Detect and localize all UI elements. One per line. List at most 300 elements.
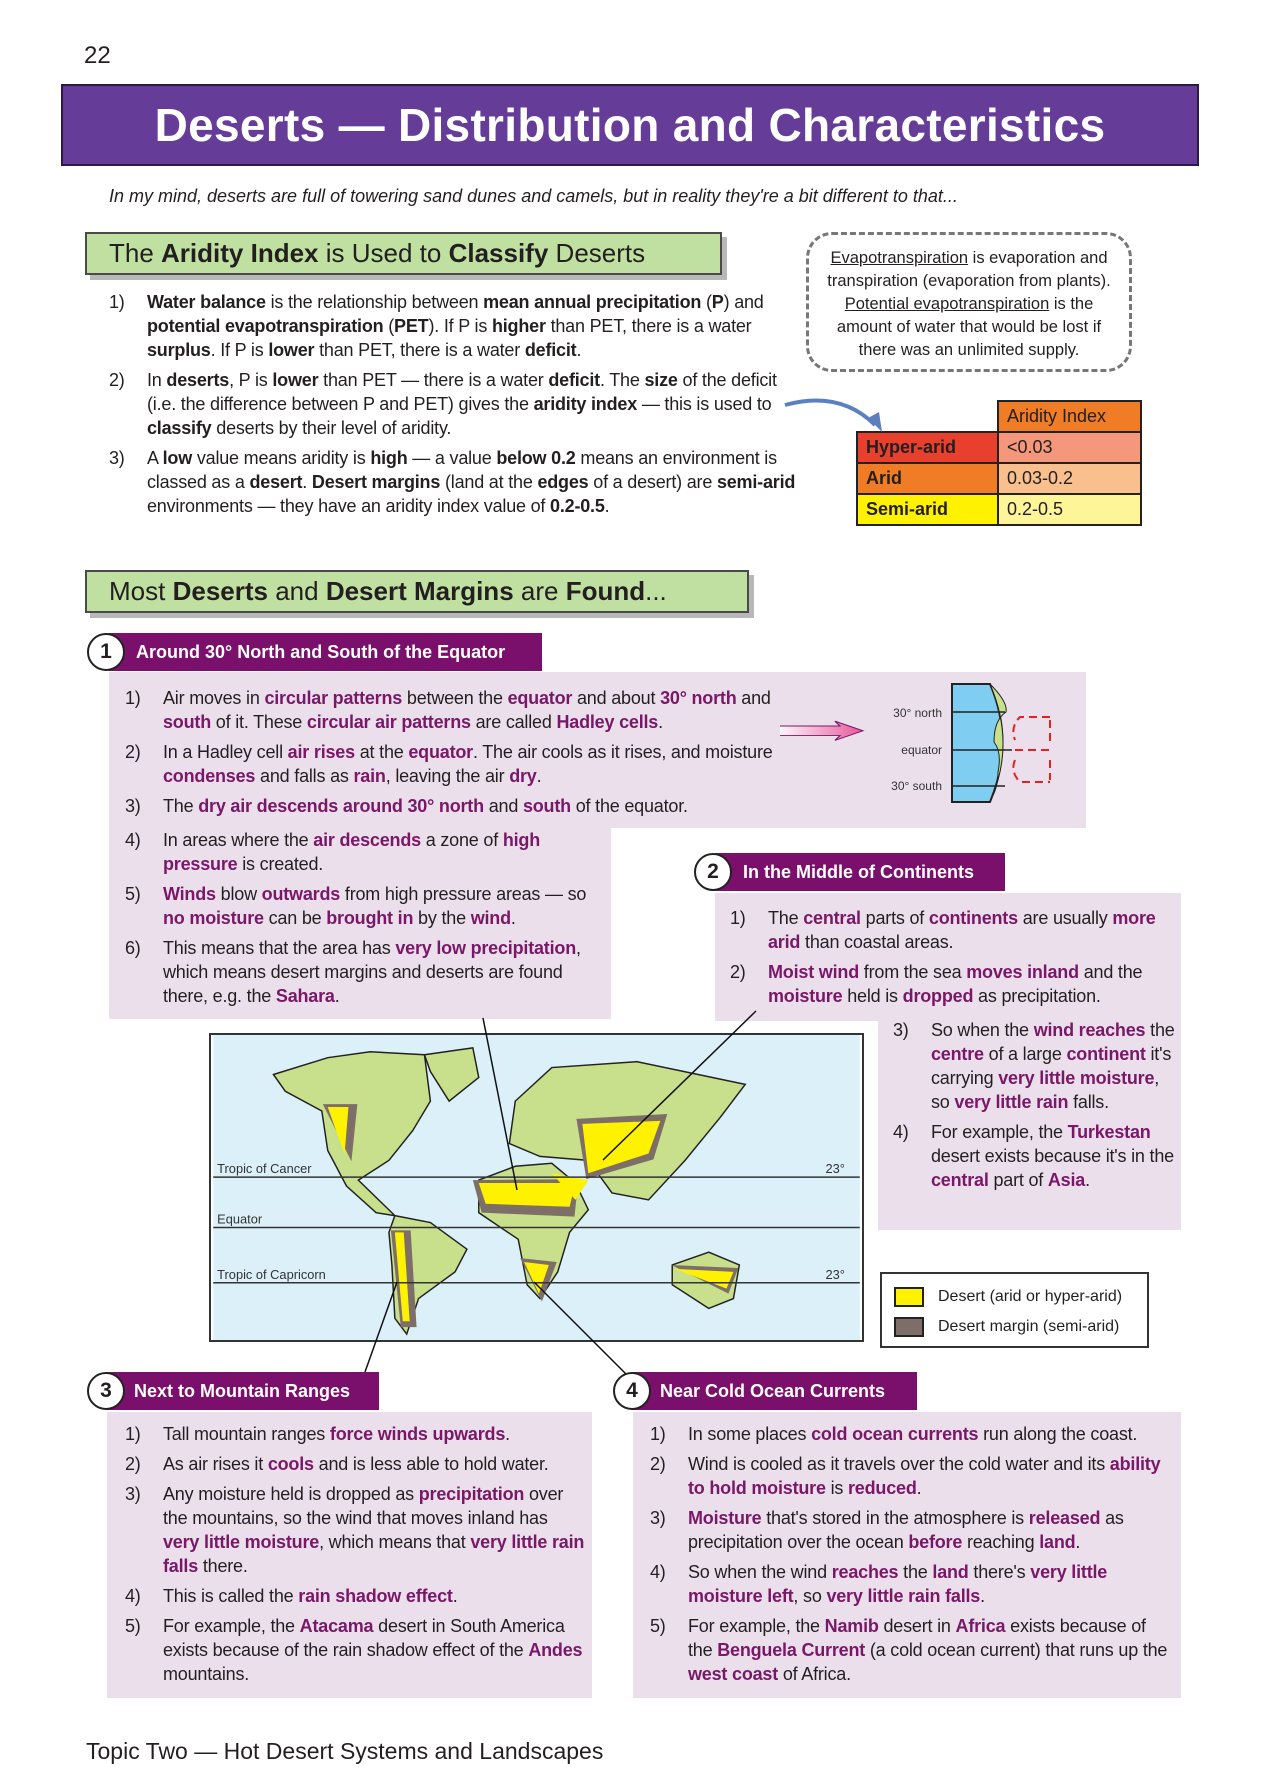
list-item xyxy=(125,740,805,788)
key-term: circular patterns xyxy=(264,688,403,708)
label-30-south: 30° south xyxy=(891,779,942,793)
text-segment: Wind is cooled as it travels over the cold water and its xyxy=(688,1454,1110,1474)
section-2-list-b xyxy=(893,1018,1175,1198)
text-segment: desert in South America exists because of the rain shadow effect of the xyxy=(163,1616,565,1660)
key-term: Asia xyxy=(1047,1170,1086,1190)
text-segment: is created. xyxy=(237,854,324,874)
list-item xyxy=(650,1422,1175,1446)
section-1-list-a xyxy=(125,686,805,824)
list-item xyxy=(730,960,1175,1008)
text-segment: that's stored in the atmosphere is xyxy=(761,1508,1029,1528)
key-term: air rises xyxy=(287,742,355,762)
aridity-table-header: Aridity Index xyxy=(998,401,1141,432)
item-text xyxy=(688,1454,1160,1498)
text-segment: . The air cools as it rises, and moisture xyxy=(472,742,773,762)
page-title: Deserts — Distribution and Characteristics xyxy=(61,84,1199,166)
item-text xyxy=(163,688,771,732)
world-map xyxy=(209,1033,864,1342)
text-segment: of the deficit (i.e. the difference between P and PET) gives the xyxy=(147,370,777,414)
list-item xyxy=(125,1452,585,1476)
evapotranspiration-note xyxy=(806,232,1132,372)
text-segment: by the xyxy=(413,908,471,928)
text-segment: held is xyxy=(842,986,903,1006)
key-term: 30° north xyxy=(660,688,737,708)
text-segment: value means aridity is xyxy=(192,448,371,468)
text-segment: For example, the xyxy=(163,1616,300,1636)
key-term: equator xyxy=(408,742,473,762)
degree-south-label: 23° xyxy=(825,1266,845,1282)
key-term: Deserts xyxy=(172,576,268,606)
item-text xyxy=(163,1454,549,1474)
item-number: 3) xyxy=(125,796,141,816)
item-number: 3) xyxy=(125,1484,141,1504)
text-segment: , P is xyxy=(229,370,273,390)
text-segment: . xyxy=(576,340,582,360)
row-label: Arid xyxy=(857,463,998,494)
circulation-arrows-icon xyxy=(1013,717,1050,782)
key-term: PET xyxy=(394,316,429,336)
text-segment: and the xyxy=(1078,962,1143,982)
key-term: ability to hold moisture xyxy=(688,1454,1161,1498)
key-term: centre xyxy=(931,1044,984,1064)
key-term: cools xyxy=(267,1454,314,1474)
list-item xyxy=(650,1506,1175,1554)
text-segment: run along the coast. xyxy=(978,1424,1138,1444)
item-text xyxy=(147,292,764,360)
section-2-title: In the Middle of Continents xyxy=(715,853,1005,891)
item-number: 1) xyxy=(650,1424,666,1444)
list-item xyxy=(125,1482,585,1578)
text-segment: Any moisture held is dropped as xyxy=(163,1484,419,1504)
item-text xyxy=(163,1616,582,1684)
item-text xyxy=(768,962,1142,1006)
text-segment: . The xyxy=(599,370,645,390)
item-text xyxy=(163,1424,510,1444)
key-term: dropped xyxy=(902,986,974,1006)
text-segment: . If P is xyxy=(210,340,269,360)
section-3-title: Next to Mountain Ranges xyxy=(106,1372,379,1410)
key-term: surplus xyxy=(147,340,211,360)
key-term: Andes xyxy=(528,1640,583,1660)
list-item xyxy=(125,1422,585,1446)
list-item xyxy=(125,1614,585,1686)
label-equator: equator xyxy=(901,743,942,757)
key-term: below 0.2 xyxy=(496,448,576,468)
text-segment: is xyxy=(825,1478,848,1498)
key-term: 0.2-0.5 xyxy=(550,496,605,516)
text-segment: Most xyxy=(109,576,173,606)
text-segment: desert exists because it's in the xyxy=(931,1146,1174,1166)
text-segment: . xyxy=(1085,1170,1090,1190)
key-term: Aridity Index xyxy=(161,238,319,268)
text-segment: , which means desert margins and deserts are found there, e.g. the xyxy=(163,938,581,1006)
key-term: dry air descends around 30° north xyxy=(198,796,484,816)
text-segment: is the relationship between xyxy=(265,292,484,312)
key-term: Turkestan xyxy=(1067,1122,1151,1142)
text-segment: as precipitation. xyxy=(973,986,1101,1006)
text-segment: . xyxy=(604,496,610,516)
row-value: <0.03 xyxy=(998,432,1141,463)
item-text xyxy=(163,742,773,786)
text-segment: desert in xyxy=(878,1616,956,1636)
text-segment: mountains. xyxy=(163,1664,250,1684)
text-segment: than PET — there is a water xyxy=(318,370,549,390)
arrow-icon xyxy=(780,721,863,740)
key-term: Sahara xyxy=(275,986,335,1006)
text-segment: at the xyxy=(354,742,409,762)
item-text xyxy=(147,448,795,516)
table-row xyxy=(857,463,1141,494)
text-segment: is the amount of water that would be lost if there was an unlimited supply. xyxy=(836,295,1102,359)
key-term: deficit xyxy=(548,370,600,390)
key-term: mean annual precipitation xyxy=(483,292,702,312)
key-term: condenses xyxy=(163,766,256,786)
key-term: circular air patterns xyxy=(306,712,471,732)
key-term: released xyxy=(1028,1508,1101,1528)
item-number: 4) xyxy=(125,1586,141,1606)
text-segment: from the sea xyxy=(859,962,967,982)
key-term: reaches xyxy=(831,1562,899,1582)
text-segment: it's carrying xyxy=(931,1044,1172,1088)
text-segment: The xyxy=(109,238,162,268)
text-segment: . xyxy=(658,712,663,732)
found-heading xyxy=(85,570,749,613)
text-segment: , so xyxy=(793,1586,827,1606)
text-segment: environments — they have an aridity index value of xyxy=(147,496,551,516)
text-segment: than PET, there is a water xyxy=(545,316,752,336)
text-segment: — a value xyxy=(407,448,497,468)
text-segment: as precipitation over the ocean xyxy=(688,1508,1124,1552)
table-row xyxy=(857,494,1141,525)
text-segment: . xyxy=(452,1586,458,1606)
text-segment: of the equator. xyxy=(570,796,688,816)
text-segment: are usually xyxy=(1017,908,1113,928)
key-term: desert xyxy=(249,472,303,492)
item-number: 5) xyxy=(125,884,141,904)
text-segment: As air rises it xyxy=(163,1454,268,1474)
key-term: central xyxy=(803,908,861,928)
item-text xyxy=(163,796,688,816)
key-term: outwards xyxy=(261,884,341,904)
item-text xyxy=(688,1562,1107,1606)
key-term: moisture xyxy=(768,986,843,1006)
key-term: rain xyxy=(353,766,386,786)
underlined-term: Evapotranspiration xyxy=(830,249,969,267)
key-term: very little moisture left xyxy=(688,1562,1108,1606)
tropic-of-capricorn-label: Tropic of Capricorn xyxy=(217,1266,326,1282)
list-item xyxy=(893,1018,1175,1114)
item-number: 2) xyxy=(125,742,141,762)
margin-swatch-icon xyxy=(894,1317,924,1337)
section-3-number: 3 xyxy=(87,1372,125,1410)
list-item xyxy=(125,794,805,818)
tropic-of-cancer-label: Tropic of Cancer xyxy=(217,1161,312,1177)
item-text xyxy=(931,1122,1174,1190)
key-term: aridity index xyxy=(533,394,638,414)
text-segment: is Used to xyxy=(318,238,449,268)
hadley-cell-diagram xyxy=(780,672,1086,828)
key-term: deserts xyxy=(166,370,230,390)
text-segment: and xyxy=(483,796,523,816)
text-segment: (a cold ocean current) that runs up the xyxy=(865,1640,1168,1660)
section-2-list-a xyxy=(730,906,1175,1014)
text-segment: , leaving the air xyxy=(385,766,510,786)
list-item xyxy=(125,882,605,930)
text-segment: of a large xyxy=(983,1044,1067,1064)
text-segment: A xyxy=(147,448,163,468)
underlined-term: Potential evapotranspiration xyxy=(844,295,1050,313)
aridity-table xyxy=(856,400,1142,526)
item-number: 2) xyxy=(109,370,125,390)
key-term: high xyxy=(370,448,408,468)
key-term: lower xyxy=(268,340,315,360)
text-segment: (land at the xyxy=(440,472,538,492)
key-term: deficit xyxy=(524,340,577,360)
key-term: wind xyxy=(470,908,511,928)
item-number: 5) xyxy=(125,1616,141,1636)
item-text xyxy=(163,938,581,1006)
item-number: 4) xyxy=(893,1122,909,1142)
text-segment: ( xyxy=(701,292,712,312)
text-segment: ( xyxy=(383,316,395,336)
key-term: classify xyxy=(147,418,212,438)
item-text xyxy=(688,1508,1124,1552)
section-3-list xyxy=(125,1422,585,1692)
item-number: 2) xyxy=(125,1454,141,1474)
item-text xyxy=(163,884,586,928)
row-label: Semi-arid xyxy=(857,494,998,525)
key-term: Moisture xyxy=(688,1508,762,1528)
text-segment: means an environment is classed as a xyxy=(147,448,777,492)
key-term: Moist wind xyxy=(768,962,859,982)
section-1-list-b xyxy=(125,828,605,1014)
text-segment: is evaporation and transpiration (evaporation from plants). xyxy=(827,249,1111,290)
text-segment: Deserts xyxy=(548,238,646,268)
key-term: south xyxy=(163,712,211,732)
key-term: wind reaches xyxy=(1033,1020,1146,1040)
key-term: Atacama xyxy=(299,1616,374,1636)
list-item xyxy=(650,1614,1175,1686)
item-number: 6) xyxy=(125,938,141,958)
key-term: air descends xyxy=(313,830,421,850)
equator-label: Equator xyxy=(217,1211,263,1227)
desert-swatch-icon xyxy=(894,1287,924,1307)
list-item xyxy=(109,368,809,440)
degree-north-label: 23° xyxy=(825,1161,845,1177)
key-term: dry xyxy=(509,766,537,786)
section-2-number: 2 xyxy=(694,853,732,891)
key-term: Water balance xyxy=(147,292,266,312)
text-segment: and xyxy=(267,576,326,606)
text-segment: can be xyxy=(263,908,327,928)
key-term: higher xyxy=(491,316,546,336)
key-term: continents xyxy=(928,908,1018,928)
text-segment: the xyxy=(898,1562,933,1582)
list-item xyxy=(109,290,809,362)
list-item xyxy=(125,936,605,1008)
text-segment: between the xyxy=(402,688,508,708)
item-text xyxy=(931,1020,1175,1112)
key-term: very little rain falls xyxy=(826,1586,981,1606)
key-term: Desert Margins xyxy=(325,576,514,606)
row-value: 0.2-0.5 xyxy=(998,494,1141,525)
item-number: 1) xyxy=(125,688,141,708)
key-term: size xyxy=(644,370,678,390)
text-segment: For example, the xyxy=(688,1616,825,1636)
text-segment: The xyxy=(163,796,199,816)
key-term: cold ocean currents xyxy=(811,1424,979,1444)
item-number: 3) xyxy=(650,1508,666,1528)
text-segment: exists because of the xyxy=(688,1616,1146,1660)
text-segment: parts of xyxy=(860,908,929,928)
text-segment: In some places xyxy=(688,1424,812,1444)
key-term: lower xyxy=(272,370,319,390)
text-segment: there's xyxy=(968,1562,1031,1582)
aridity-heading xyxy=(85,232,722,275)
text-segment: part of xyxy=(988,1170,1048,1190)
text-segment: , so xyxy=(931,1068,1160,1112)
item-number: 3) xyxy=(893,1020,909,1040)
item-number: 1) xyxy=(730,908,746,928)
item-number: 2) xyxy=(650,1454,666,1474)
row-label: Hyper-arid xyxy=(857,432,998,463)
text-segment: ). If P is xyxy=(428,316,492,336)
text-segment: Air moves in xyxy=(163,688,265,708)
list-item xyxy=(650,1452,1175,1500)
text-segment: . xyxy=(505,1424,510,1444)
key-term: land xyxy=(1039,1532,1076,1552)
text-segment: and about xyxy=(572,688,661,708)
text-segment: ... xyxy=(645,576,667,606)
text-segment: . xyxy=(334,986,340,1006)
key-term: Hadley cells xyxy=(556,712,659,732)
key-term: brought in xyxy=(326,908,414,928)
key-term: no moisture xyxy=(163,908,264,928)
section-1-number: 1 xyxy=(87,633,125,671)
text-segment: . xyxy=(536,766,542,786)
text-segment: — this is used to xyxy=(637,394,772,414)
text-segment: . xyxy=(916,1478,922,1498)
text-segment: In areas where the xyxy=(163,830,314,850)
item-text xyxy=(147,370,777,438)
text-segment: This is called the xyxy=(163,1586,299,1606)
footer-topic: Topic Two — Hot Desert Systems and Landscapes xyxy=(86,1738,604,1764)
key-term: high pressure xyxy=(163,830,541,874)
key-term: continent xyxy=(1066,1044,1146,1064)
text-segment: . xyxy=(510,908,516,928)
item-number: 1) xyxy=(109,292,125,312)
text-segment: than PET, there is a water xyxy=(314,340,525,360)
key-term: reduced xyxy=(848,1478,917,1498)
text-segment: ) and xyxy=(723,292,764,312)
text-segment: The xyxy=(768,908,804,928)
item-number: 4) xyxy=(650,1562,666,1582)
item-number: 5) xyxy=(650,1616,666,1636)
key-term: more arid xyxy=(768,908,1156,952)
text-segment: and xyxy=(736,688,771,708)
item-number: 4) xyxy=(125,830,141,850)
key-term: P xyxy=(711,292,724,312)
key-term: very little rain falls xyxy=(163,1532,585,1576)
section-4-number: 4 xyxy=(613,1372,651,1410)
section-4-title: Near Cold Ocean Currents xyxy=(632,1372,917,1410)
text-segment: This means that the area has xyxy=(163,938,396,958)
text-segment: . xyxy=(1075,1532,1081,1552)
key-term: Namib xyxy=(824,1616,879,1636)
intro-text: In my mind, deserts are full of towering sand dunes and camels, but in reality they're a bit different to that... xyxy=(109,186,958,206)
key-term: precipitation xyxy=(418,1484,525,1504)
key-term: potential evapotranspiration xyxy=(147,316,384,336)
item-number: 1) xyxy=(125,1424,141,1444)
key-term: south xyxy=(522,796,571,816)
text-segment: from high pressure areas — so xyxy=(340,884,587,904)
key-term: Winds xyxy=(163,884,216,904)
text-segment: So when the xyxy=(931,1020,1034,1040)
text-segment: are called xyxy=(470,712,557,732)
key-term: semi-arid xyxy=(716,472,796,492)
key-term: Found xyxy=(565,576,646,606)
key-term: land xyxy=(932,1562,969,1582)
item-number: 2) xyxy=(730,962,746,982)
item-text xyxy=(688,1616,1167,1684)
item-text xyxy=(688,1424,1137,1444)
text-segment: . xyxy=(302,472,312,492)
key-term: equator xyxy=(507,688,573,708)
map-legend xyxy=(880,1272,1149,1348)
key-term: very little moisture xyxy=(163,1532,320,1552)
key-term: before xyxy=(908,1532,963,1552)
section-4-list xyxy=(650,1422,1175,1692)
list-item xyxy=(893,1120,1175,1192)
item-text xyxy=(768,908,1156,952)
key-term: Africa xyxy=(955,1616,1006,1636)
item-text xyxy=(163,830,540,874)
text-segment: and falls as xyxy=(255,766,354,786)
key-term: force winds upwards xyxy=(329,1424,506,1444)
list-item xyxy=(125,828,605,876)
key-term: Benguela Current xyxy=(717,1640,866,1660)
item-text xyxy=(163,1586,458,1606)
key-term: very low precipitation xyxy=(395,938,576,958)
list-item xyxy=(125,686,805,734)
key-term: low xyxy=(162,448,193,468)
legend-item-desert xyxy=(894,1282,1135,1312)
text-segment: For example, the xyxy=(931,1122,1068,1142)
text-segment: deserts by their level of aridity. xyxy=(211,418,452,438)
key-term: edges xyxy=(537,472,589,492)
row-value: 0.03-0.2 xyxy=(998,463,1141,494)
text-segment: In a Hadley cell xyxy=(163,742,288,762)
key-term: very little moisture xyxy=(998,1068,1155,1088)
key-term: west coast xyxy=(688,1664,779,1684)
page-number: 22 xyxy=(84,42,111,69)
text-segment: falls. xyxy=(1068,1092,1109,1112)
text-segment: the xyxy=(1145,1020,1175,1040)
text-segment: there. xyxy=(198,1556,248,1576)
key-term: Desert margins xyxy=(311,472,441,492)
list-item xyxy=(125,1584,585,1608)
text-segment: of it. These xyxy=(211,712,307,732)
legend-item-margin xyxy=(894,1312,1135,1342)
item-text xyxy=(163,1484,584,1576)
table-row xyxy=(857,432,1141,463)
text-segment: blow xyxy=(215,884,262,904)
text-segment: than coastal areas. xyxy=(800,932,954,952)
key-term: Classify xyxy=(448,238,549,268)
text-segment: over the mountains, so the wind that moves inland has xyxy=(163,1484,564,1528)
text-segment: In xyxy=(147,370,167,390)
legend-label: Desert (arid or hyper-arid) xyxy=(938,1288,1123,1305)
